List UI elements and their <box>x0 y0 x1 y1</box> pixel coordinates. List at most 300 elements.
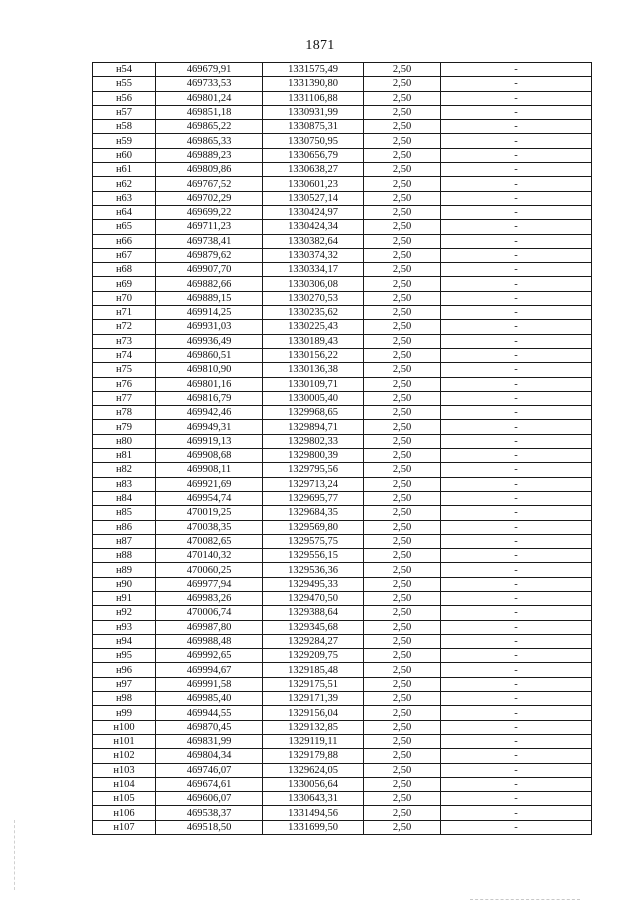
description-cell: - <box>441 792 592 806</box>
x-coordinate-cell: 469738,41 <box>156 234 263 248</box>
description-cell: - <box>441 306 592 320</box>
table-row <box>93 806 592 820</box>
description-cell: - <box>441 91 592 105</box>
point-id-cell: н63 <box>93 191 156 205</box>
x-coordinate-cell: 469879,62 <box>156 248 263 262</box>
point-id-cell: н87 <box>93 534 156 548</box>
point-id-cell: н79 <box>93 420 156 434</box>
table-row <box>93 91 592 105</box>
y-coordinate-cell: 1330136,38 <box>263 363 364 377</box>
table-row <box>93 434 592 448</box>
point-id-cell: н90 <box>93 577 156 591</box>
y-coordinate-cell: 1330638,27 <box>263 163 364 177</box>
x-coordinate-cell: 469809,86 <box>156 163 263 177</box>
y-coordinate-cell: 1330189,43 <box>263 334 364 348</box>
point-id-cell: н81 <box>93 449 156 463</box>
point-id-cell: н64 <box>93 205 156 219</box>
x-coordinate-cell: 469518,50 <box>156 820 263 834</box>
x-coordinate-cell: 469865,33 <box>156 134 263 148</box>
table-row <box>93 120 592 134</box>
point-id-cell: н57 <box>93 105 156 119</box>
x-coordinate-cell: 469991,58 <box>156 677 263 691</box>
y-coordinate-cell: 1329713,24 <box>263 477 364 491</box>
y-coordinate-cell: 1329569,80 <box>263 520 364 534</box>
table-row <box>93 163 592 177</box>
point-id-cell: н93 <box>93 620 156 634</box>
accuracy-cell: 2,50 <box>364 520 441 534</box>
table-row <box>93 749 592 763</box>
table-row <box>93 377 592 391</box>
point-id-cell: н102 <box>93 749 156 763</box>
y-coordinate-cell: 1330382,64 <box>263 234 364 248</box>
table-row <box>93 134 592 148</box>
table-row <box>93 334 592 348</box>
point-id-cell: н100 <box>93 720 156 734</box>
accuracy-cell: 2,50 <box>364 263 441 277</box>
table-row <box>93 734 592 748</box>
accuracy-cell: 2,50 <box>364 763 441 777</box>
accuracy-cell: 2,50 <box>364 649 441 663</box>
description-cell: - <box>441 148 592 162</box>
description-cell: - <box>441 692 592 706</box>
description-cell: - <box>441 606 592 620</box>
accuracy-cell: 2,50 <box>364 348 441 362</box>
y-coordinate-cell: 1331575,49 <box>263 63 364 77</box>
x-coordinate-cell: 469865,22 <box>156 120 263 134</box>
accuracy-cell: 2,50 <box>364 477 441 491</box>
accuracy-cell: 2,50 <box>364 105 441 119</box>
description-cell: - <box>441 549 592 563</box>
accuracy-cell: 2,50 <box>364 434 441 448</box>
y-coordinate-cell: 1329536,36 <box>263 563 364 577</box>
scan-margin-mark <box>14 820 16 890</box>
accuracy-cell: 2,50 <box>364 320 441 334</box>
point-id-cell: н71 <box>93 306 156 320</box>
description-cell: - <box>441 434 592 448</box>
table-row <box>93 248 592 262</box>
table-row <box>93 320 592 334</box>
point-id-cell: н97 <box>93 677 156 691</box>
point-id-cell: н83 <box>93 477 156 491</box>
point-id-cell: н59 <box>93 134 156 148</box>
x-coordinate-cell: 469931,03 <box>156 320 263 334</box>
point-id-cell: н61 <box>93 163 156 177</box>
table-row <box>93 563 592 577</box>
x-coordinate-cell: 470140,32 <box>156 549 263 563</box>
point-id-cell: н68 <box>93 263 156 277</box>
table-row <box>93 291 592 305</box>
x-coordinate-cell: 469801,24 <box>156 91 263 105</box>
point-id-cell: н96 <box>93 663 156 677</box>
table-row <box>93 792 592 806</box>
x-coordinate-cell: 470082,65 <box>156 534 263 548</box>
point-id-cell: н106 <box>93 806 156 820</box>
table-row <box>93 534 592 548</box>
y-coordinate-cell: 1330225,43 <box>263 320 364 334</box>
accuracy-cell: 2,50 <box>364 591 441 605</box>
description-cell: - <box>441 563 592 577</box>
table-row <box>93 148 592 162</box>
x-coordinate-cell: 469954,74 <box>156 491 263 505</box>
description-cell: - <box>441 820 592 834</box>
table-row <box>93 520 592 534</box>
y-coordinate-cell: 1331699,50 <box>263 820 364 834</box>
y-coordinate-cell: 1330601,23 <box>263 177 364 191</box>
description-cell: - <box>441 363 592 377</box>
point-id-cell: н60 <box>93 148 156 162</box>
description-cell: - <box>441 634 592 648</box>
description-cell: - <box>441 577 592 591</box>
accuracy-cell: 2,50 <box>364 306 441 320</box>
y-coordinate-cell: 1330643,31 <box>263 792 364 806</box>
y-coordinate-cell: 1331390,80 <box>263 77 364 91</box>
table-row <box>93 220 592 234</box>
accuracy-cell: 2,50 <box>364 491 441 505</box>
y-coordinate-cell: 1330005,40 <box>263 391 364 405</box>
y-coordinate-cell: 1330235,62 <box>263 306 364 320</box>
accuracy-cell: 2,50 <box>364 191 441 205</box>
point-id-cell: н69 <box>93 277 156 291</box>
y-coordinate-cell: 1330306,08 <box>263 277 364 291</box>
x-coordinate-cell: 470019,25 <box>156 506 263 520</box>
table-row <box>93 491 592 505</box>
x-coordinate-cell: 469889,15 <box>156 291 263 305</box>
y-coordinate-cell: 1330334,17 <box>263 263 364 277</box>
accuracy-cell: 2,50 <box>364 248 441 262</box>
point-id-cell: н103 <box>93 763 156 777</box>
accuracy-cell: 2,50 <box>364 391 441 405</box>
table-row <box>93 263 592 277</box>
description-cell: - <box>441 163 592 177</box>
table-row <box>93 820 592 834</box>
x-coordinate-cell: 470060,25 <box>156 563 263 577</box>
description-cell: - <box>441 420 592 434</box>
y-coordinate-cell: 1330374,32 <box>263 248 364 262</box>
point-id-cell: н58 <box>93 120 156 134</box>
table-row <box>93 606 592 620</box>
x-coordinate-cell: 469983,26 <box>156 591 263 605</box>
x-coordinate-cell: 469985,40 <box>156 692 263 706</box>
x-coordinate-cell: 469831,99 <box>156 734 263 748</box>
x-coordinate-cell: 469987,80 <box>156 620 263 634</box>
accuracy-cell: 2,50 <box>364 534 441 548</box>
y-coordinate-cell: 1329171,39 <box>263 692 364 706</box>
scan-bottom-mark <box>470 899 580 901</box>
description-cell: - <box>441 477 592 491</box>
description-cell: - <box>441 463 592 477</box>
accuracy-cell: 2,50 <box>364 77 441 91</box>
description-cell: - <box>441 177 592 191</box>
accuracy-cell: 2,50 <box>364 463 441 477</box>
description-cell: - <box>441 534 592 548</box>
point-id-cell: н76 <box>93 377 156 391</box>
description-cell: - <box>441 734 592 748</box>
table-row <box>93 620 592 634</box>
coordinates-table <box>92 62 592 835</box>
table-row <box>93 277 592 291</box>
page-number: 1871 <box>305 38 335 53</box>
point-id-cell: н54 <box>93 63 156 77</box>
y-coordinate-cell: 1329695,77 <box>263 491 364 505</box>
x-coordinate-cell: 469988,48 <box>156 634 263 648</box>
table-row <box>93 577 592 591</box>
point-id-cell: н56 <box>93 91 156 105</box>
description-cell: - <box>441 377 592 391</box>
x-coordinate-cell: 469746,07 <box>156 763 263 777</box>
point-id-cell: н84 <box>93 491 156 505</box>
y-coordinate-cell: 1329894,71 <box>263 420 364 434</box>
accuracy-cell: 2,50 <box>364 506 441 520</box>
accuracy-cell: 2,50 <box>364 277 441 291</box>
point-id-cell: н78 <box>93 406 156 420</box>
description-cell: - <box>441 348 592 362</box>
accuracy-cell: 2,50 <box>364 792 441 806</box>
x-coordinate-cell: 469944,55 <box>156 706 263 720</box>
table-row <box>93 105 592 119</box>
x-coordinate-cell: 469870,45 <box>156 720 263 734</box>
accuracy-cell: 2,50 <box>364 63 441 77</box>
table-row <box>93 177 592 191</box>
description-cell: - <box>441 391 592 405</box>
y-coordinate-cell: 1329119,11 <box>263 734 364 748</box>
x-coordinate-cell: 469801,16 <box>156 377 263 391</box>
y-coordinate-cell: 1329175,51 <box>263 677 364 691</box>
accuracy-cell: 2,50 <box>364 820 441 834</box>
x-coordinate-cell: 469606,07 <box>156 792 263 806</box>
x-coordinate-cell: 469851,18 <box>156 105 263 119</box>
point-id-cell: н62 <box>93 177 156 191</box>
accuracy-cell: 2,50 <box>364 363 441 377</box>
y-coordinate-cell: 1329968,65 <box>263 406 364 420</box>
description-cell: - <box>441 520 592 534</box>
y-coordinate-cell: 1329132,85 <box>263 720 364 734</box>
point-id-cell: н105 <box>93 792 156 806</box>
table-row <box>93 506 592 520</box>
x-coordinate-cell: 469711,23 <box>156 220 263 234</box>
point-id-cell: н85 <box>93 506 156 520</box>
x-coordinate-cell: 469994,67 <box>156 663 263 677</box>
table-row <box>93 363 592 377</box>
y-coordinate-cell: 1330750,95 <box>263 134 364 148</box>
table-row <box>93 663 592 677</box>
description-cell: - <box>441 720 592 734</box>
description-cell: - <box>441 806 592 820</box>
y-coordinate-cell: 1329345,68 <box>263 620 364 634</box>
x-coordinate-cell: 469936,49 <box>156 334 263 348</box>
point-id-cell: н72 <box>93 320 156 334</box>
y-coordinate-cell: 1329156,04 <box>263 706 364 720</box>
description-cell: - <box>441 749 592 763</box>
y-coordinate-cell: 1330424,97 <box>263 205 364 219</box>
table-row <box>93 463 592 477</box>
x-coordinate-cell: 469907,70 <box>156 263 263 277</box>
y-coordinate-cell: 1329795,56 <box>263 463 364 477</box>
point-id-cell: н89 <box>93 563 156 577</box>
point-id-cell: н70 <box>93 291 156 305</box>
y-coordinate-cell: 1329179,88 <box>263 749 364 763</box>
table-row <box>93 191 592 205</box>
table-row <box>93 720 592 734</box>
description-cell: - <box>441 320 592 334</box>
description-cell: - <box>441 220 592 234</box>
table-row <box>93 649 592 663</box>
x-coordinate-cell: 469816,79 <box>156 391 263 405</box>
x-coordinate-cell: 469919,13 <box>156 434 263 448</box>
table-row <box>93 706 592 720</box>
table-row <box>93 205 592 219</box>
point-id-cell: н77 <box>93 391 156 405</box>
accuracy-cell: 2,50 <box>364 420 441 434</box>
table-row <box>93 234 592 248</box>
description-cell: - <box>441 277 592 291</box>
y-coordinate-cell: 1330056,64 <box>263 777 364 791</box>
table-row <box>93 549 592 563</box>
x-coordinate-cell: 469949,31 <box>156 420 263 434</box>
y-coordinate-cell: 1329388,64 <box>263 606 364 620</box>
description-cell: - <box>441 263 592 277</box>
point-id-cell: н107 <box>93 820 156 834</box>
y-coordinate-cell: 1330270,53 <box>263 291 364 305</box>
accuracy-cell: 2,50 <box>364 577 441 591</box>
accuracy-cell: 2,50 <box>364 720 441 734</box>
table-row <box>93 777 592 791</box>
description-cell: - <box>441 334 592 348</box>
y-coordinate-cell: 1331494,56 <box>263 806 364 820</box>
point-id-cell: н88 <box>93 549 156 563</box>
accuracy-cell: 2,50 <box>364 549 441 563</box>
accuracy-cell: 2,50 <box>364 134 441 148</box>
accuracy-cell: 2,50 <box>364 177 441 191</box>
x-coordinate-cell: 469674,61 <box>156 777 263 791</box>
y-coordinate-cell: 1330875,31 <box>263 120 364 134</box>
y-coordinate-cell: 1329684,35 <box>263 506 364 520</box>
accuracy-cell: 2,50 <box>364 406 441 420</box>
accuracy-cell: 2,50 <box>364 563 441 577</box>
accuracy-cell: 2,50 <box>364 663 441 677</box>
table-row <box>93 591 592 605</box>
x-coordinate-cell: 469992,65 <box>156 649 263 663</box>
table-row <box>93 763 592 777</box>
accuracy-cell: 2,50 <box>364 677 441 691</box>
point-id-cell: н101 <box>93 734 156 748</box>
description-cell: - <box>441 677 592 691</box>
y-coordinate-cell: 1330424,34 <box>263 220 364 234</box>
x-coordinate-cell: 469908,68 <box>156 449 263 463</box>
y-coordinate-cell: 1329209,75 <box>263 649 364 663</box>
x-coordinate-cell: 469882,66 <box>156 277 263 291</box>
y-coordinate-cell: 1330931,99 <box>263 105 364 119</box>
point-id-cell: н75 <box>93 363 156 377</box>
description-cell: - <box>441 777 592 791</box>
y-coordinate-cell: 1330109,71 <box>263 377 364 391</box>
table-row <box>93 63 592 77</box>
point-id-cell: н92 <box>93 606 156 620</box>
point-id-cell: н94 <box>93 634 156 648</box>
x-coordinate-cell: 469860,51 <box>156 348 263 362</box>
description-cell: - <box>441 506 592 520</box>
x-coordinate-cell: 470038,35 <box>156 520 263 534</box>
accuracy-cell: 2,50 <box>364 777 441 791</box>
table-row <box>93 634 592 648</box>
point-id-cell: н67 <box>93 248 156 262</box>
x-coordinate-cell: 469733,53 <box>156 77 263 91</box>
accuracy-cell: 2,50 <box>364 692 441 706</box>
accuracy-cell: 2,50 <box>364 163 441 177</box>
description-cell: - <box>441 191 592 205</box>
description-cell: - <box>441 291 592 305</box>
x-coordinate-cell: 469908,11 <box>156 463 263 477</box>
accuracy-cell: 2,50 <box>364 334 441 348</box>
point-id-cell: н95 <box>93 649 156 663</box>
x-coordinate-cell: 469767,52 <box>156 177 263 191</box>
table-row <box>93 677 592 691</box>
description-cell: - <box>441 134 592 148</box>
y-coordinate-cell: 1329495,33 <box>263 577 364 591</box>
table-row <box>93 348 592 362</box>
accuracy-cell: 2,50 <box>364 91 441 105</box>
x-coordinate-cell: 469942,46 <box>156 406 263 420</box>
accuracy-cell: 2,50 <box>364 148 441 162</box>
x-coordinate-cell: 469810,90 <box>156 363 263 377</box>
point-id-cell: н104 <box>93 777 156 791</box>
accuracy-cell: 2,50 <box>364 220 441 234</box>
point-id-cell: н66 <box>93 234 156 248</box>
point-id-cell: н74 <box>93 348 156 362</box>
accuracy-cell: 2,50 <box>364 449 441 463</box>
accuracy-cell: 2,50 <box>364 620 441 634</box>
x-coordinate-cell: 469804,34 <box>156 749 263 763</box>
point-id-cell: н91 <box>93 591 156 605</box>
x-coordinate-cell: 469914,25 <box>156 306 263 320</box>
description-cell: - <box>441 706 592 720</box>
description-cell: - <box>441 63 592 77</box>
y-coordinate-cell: 1329185,48 <box>263 663 364 677</box>
coordinates-table-body <box>93 63 592 835</box>
y-coordinate-cell: 1329800,39 <box>263 449 364 463</box>
description-cell: - <box>441 763 592 777</box>
accuracy-cell: 2,50 <box>364 606 441 620</box>
accuracy-cell: 2,50 <box>364 706 441 720</box>
x-coordinate-cell: 469679,91 <box>156 63 263 77</box>
description-cell: - <box>441 449 592 463</box>
description-cell: - <box>441 120 592 134</box>
point-id-cell: н55 <box>93 77 156 91</box>
description-cell: - <box>441 491 592 505</box>
description-cell: - <box>441 234 592 248</box>
table-row <box>93 692 592 706</box>
point-id-cell: н65 <box>93 220 156 234</box>
accuracy-cell: 2,50 <box>364 120 441 134</box>
x-coordinate-cell: 470006,74 <box>156 606 263 620</box>
table-row <box>93 449 592 463</box>
description-cell: - <box>441 105 592 119</box>
table-row <box>93 477 592 491</box>
y-coordinate-cell: 1331106,88 <box>263 91 364 105</box>
table-row <box>93 306 592 320</box>
x-coordinate-cell: 469921,69 <box>156 477 263 491</box>
x-coordinate-cell: 469699,22 <box>156 205 263 219</box>
description-cell: - <box>441 77 592 91</box>
point-id-cell: н82 <box>93 463 156 477</box>
x-coordinate-cell: 469702,29 <box>156 191 263 205</box>
table-row <box>93 77 592 91</box>
y-coordinate-cell: 1330656,79 <box>263 148 364 162</box>
accuracy-cell: 2,50 <box>364 806 441 820</box>
x-coordinate-cell: 469538,37 <box>156 806 263 820</box>
description-cell: - <box>441 620 592 634</box>
y-coordinate-cell: 1329624,05 <box>263 763 364 777</box>
accuracy-cell: 2,50 <box>364 377 441 391</box>
